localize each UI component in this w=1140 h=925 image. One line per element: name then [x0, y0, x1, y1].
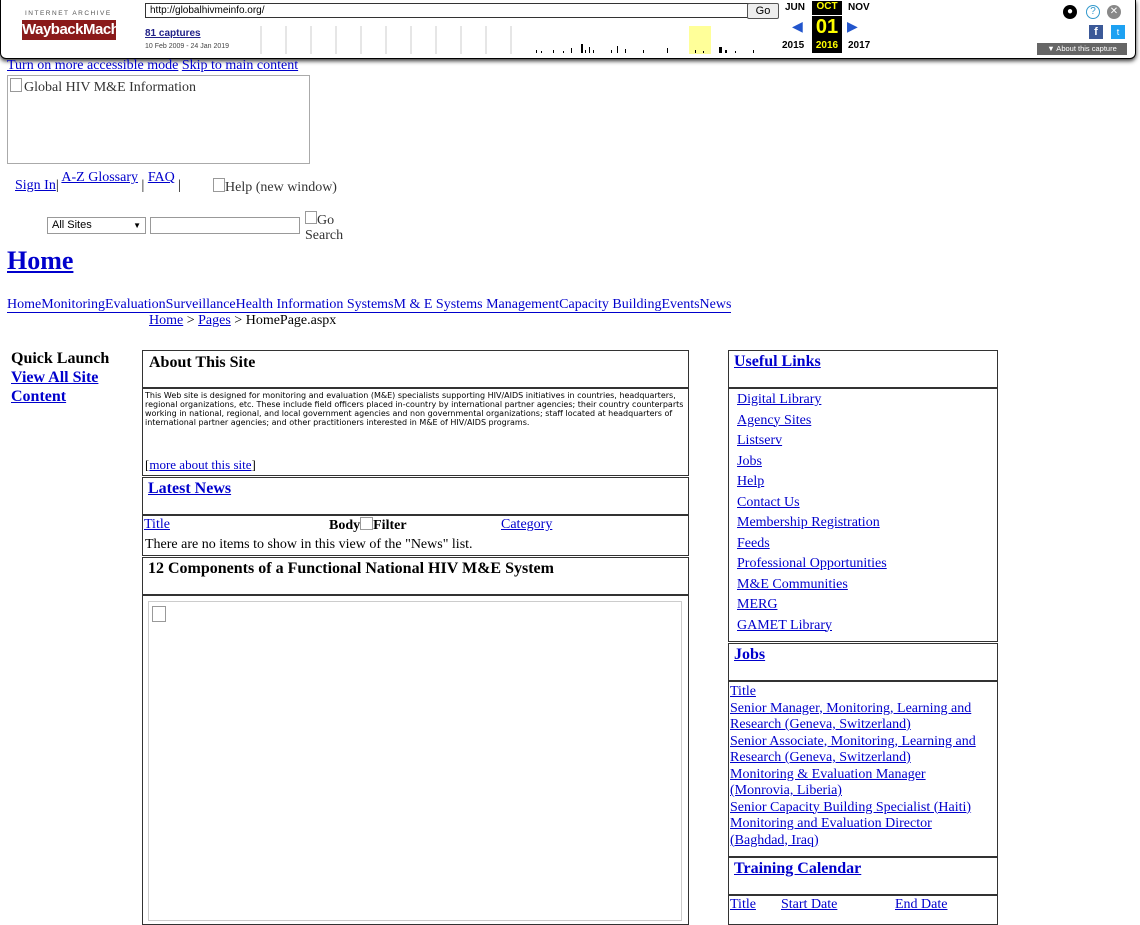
nav-capacity-building[interactable]: Capacity Building	[559, 297, 662, 312]
captures-link[interactable]: 81 captures	[145, 28, 201, 39]
nav-his[interactable]: Health Information Systems	[235, 297, 394, 312]
about-title: About This Site	[149, 354, 256, 371]
current-day: 01	[812, 16, 842, 38]
latest-news-header	[142, 477, 689, 515]
training-title[interactable]: Training Calendar	[734, 860, 862, 877]
training-header	[728, 857, 998, 895]
useful-link-item[interactable]: Contact Us	[737, 494, 800, 510]
job-item[interactable]: Senior Associate, Monitoring, Learning and Research (Geneva, Switzerland)	[730, 733, 976, 765]
quick-launch	[11, 349, 131, 406]
faq-link[interactable]: FAQ	[147, 170, 175, 185]
components-header	[142, 557, 689, 595]
more-about-link[interactable]: more about this site	[149, 457, 252, 472]
capture-histogram[interactable]	[241, 26, 779, 54]
useful-link-item[interactable]: Feeds	[737, 535, 770, 551]
nav-home[interactable]: Home	[7, 297, 42, 312]
prev-capture-arrow-icon[interactable]: ◀	[792, 18, 803, 34]
useful-links-title[interactable]: Useful Links	[734, 353, 821, 370]
search-go-alt-2: Search	[305, 228, 344, 243]
filter-icon[interactable]	[360, 517, 373, 530]
search-go-button[interactable]	[305, 211, 343, 243]
useful-link-item[interactable]: Help	[737, 474, 765, 489]
job-item[interactable]: Monitoring and Evaluation Director (Baghdad, Iraq)	[730, 816, 932, 848]
breadcrumb-separator: >	[234, 313, 243, 328]
latest-news-body	[142, 515, 689, 556]
help-link[interactable]	[213, 178, 337, 196]
about-capture-button[interactable]: ▼ About this capture	[1037, 43, 1127, 55]
about-webpart-header	[142, 350, 689, 388]
useful-links-list	[728, 388, 998, 642]
close-icon[interactable]: ✕	[1107, 5, 1121, 19]
next-capture-arrow-icon[interactable]: ▶	[847, 18, 858, 34]
useful-link-item[interactable]: Professional Opportunities	[737, 556, 887, 571]
skip-to-content-link[interactable]: Skip to main content	[181, 58, 299, 73]
next-month-label[interactable]: NOV	[848, 2, 870, 13]
useful-link-item[interactable]: Listserv	[737, 433, 783, 448]
facebook-icon[interactable]: f	[1089, 25, 1103, 39]
site-logo-image[interactable]	[7, 75, 310, 164]
breadcrumb-separator: >	[186, 313, 195, 328]
page-title[interactable]: Home	[7, 246, 74, 275]
site-logo-alt-text: Global HIV M&E Information	[24, 80, 196, 95]
help-link-label: Help (new window)	[225, 180, 337, 195]
wayback-logo[interactable]: WaybackMachine	[22, 21, 140, 38]
useful-link-item[interactable]: Membership Registration	[737, 515, 880, 530]
useful-link-item[interactable]: M&E Communities	[737, 576, 848, 592]
useful-link-item[interactable]: MERG	[737, 597, 778, 612]
about-webpart-body	[142, 388, 689, 476]
news-col-filter-label: Filter	[373, 518, 407, 533]
training-col-title[interactable]: Title	[730, 897, 756, 912]
capture-date-range: 10 Feb 2009 - 24 Jan 2019	[145, 43, 230, 50]
jobs-list	[728, 681, 998, 857]
user-icon[interactable]: ●	[1063, 5, 1077, 19]
search-image-icon	[305, 211, 317, 224]
nav-news[interactable]: News	[699, 297, 732, 312]
job-item[interactable]: Senior Manager, Monitoring, Learning and Research (Geneva, Switzerland)	[730, 700, 972, 732]
breadcrumb-home[interactable]: Home	[149, 313, 184, 328]
prev-month-label[interactable]: JUN	[785, 2, 806, 13]
components-body	[142, 595, 689, 925]
broken-image-icon	[152, 606, 166, 622]
broken-image-icon	[10, 78, 22, 92]
useful-link-item[interactable]: Digital Library	[737, 392, 822, 407]
job-item[interactable]: Monitoring & Evaluation Manager (Monrovia, Liberia)	[730, 766, 926, 798]
nav-mes-management[interactable]: M & E Systems Management	[393, 297, 560, 312]
breadcrumb	[149, 313, 336, 329]
training-table	[728, 895, 998, 925]
useful-link-item[interactable]: Jobs	[737, 453, 762, 469]
news-col-title[interactable]: Title	[144, 517, 170, 532]
job-item[interactable]: Senior Capacity Building Specialist (Haiti)	[730, 799, 972, 815]
search-scope-value: All Sites	[52, 219, 92, 231]
wayback-url-input[interactable]: http://globalhivmeinfo.org/	[145, 3, 753, 18]
about-body-text: This Web site is designed for monitoring and evaluation (M&E) specialists supporting HIV/AIDS initiatives in countries, headquarters, regional organizations, etc. These include field officers placed in-country by international partner agencies; their country counterparts working in national, regional, and local government agencies and non governmental organizations; staff located at headquarters of international partner agencies; and other practitioners interested in M&E of HIV/AIDS programs.	[145, 391, 684, 427]
components-title: 12 Components of a Functional National HIV M&E System	[148, 560, 554, 577]
next-year-label[interactable]: 2017	[848, 40, 871, 51]
current-month-label: OCT	[812, 1, 842, 15]
sign-in-link[interactable]: Sign In	[15, 178, 56, 193]
top-nav	[7, 297, 731, 313]
quick-launch-title: Quick Launch	[11, 350, 110, 367]
accessible-mode-link[interactable]: Turn on more accessible mode	[7, 58, 179, 73]
news-empty-message: There are no items to show in this view of the "News" list.	[145, 537, 473, 552]
chevron-down-icon: ▼	[133, 221, 141, 230]
nav-monitoring[interactable]: Monitoring	[41, 297, 105, 312]
help-image-icon	[213, 178, 225, 192]
news-col-body	[329, 517, 407, 534]
internet-archive-label: INTERNET ARCHIVE	[25, 10, 112, 17]
useful-links-header	[728, 350, 998, 388]
nav-evaluation[interactable]: Evaluation	[105, 297, 166, 312]
prev-year-label[interactable]: 2015	[782, 40, 805, 51]
help-icon[interactable]: ?	[1086, 5, 1100, 19]
wayback-toolbar	[0, 0, 1136, 59]
jobs-col-title[interactable]: Title	[730, 684, 756, 699]
current-year-label: 2016	[812, 38, 842, 53]
nav-surveillance[interactable]: Surveillance	[165, 297, 236, 312]
glossary-link[interactable]: A-Z Glossary	[61, 170, 138, 185]
news-col-body-label: Body	[329, 518, 361, 533]
breadcrumb-pages[interactable]: Pages	[198, 313, 231, 328]
latest-news-title[interactable]: Latest News	[148, 480, 232, 497]
search-input[interactable]	[150, 217, 300, 234]
breadcrumb-current: HomePage.aspx	[245, 313, 337, 328]
wayback-go-button[interactable]: Go	[747, 3, 779, 19]
training-col-start[interactable]: Start Date	[781, 897, 838, 912]
nav-events[interactable]: Events	[661, 297, 700, 312]
bracket-close: ]	[251, 457, 256, 472]
view-all-site-content-link[interactable]: View All Site Content	[11, 369, 99, 405]
training-col-end[interactable]: End Date	[895, 897, 948, 912]
bracket-open: [	[145, 457, 150, 472]
news-col-category[interactable]: Category	[501, 517, 553, 532]
jobs-header	[728, 643, 998, 681]
jobs-title[interactable]: Jobs	[734, 646, 766, 663]
components-image[interactable]	[148, 601, 682, 921]
useful-link-item[interactable]: GAMET Library	[737, 617, 832, 633]
search-scope-select[interactable]	[47, 217, 146, 234]
search-go-alt-1: Go	[317, 213, 335, 228]
useful-link-item[interactable]: Agency Sites	[737, 412, 812, 428]
twitter-icon[interactable]: t	[1111, 25, 1125, 39]
